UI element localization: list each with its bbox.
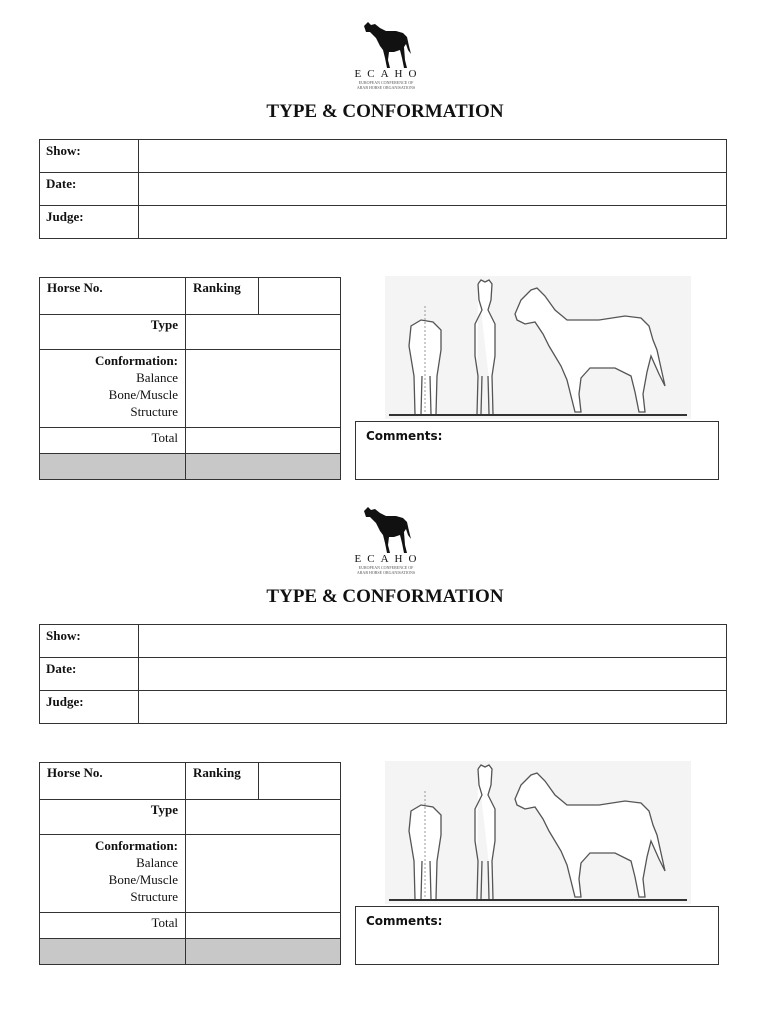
date-field[interactable] — [139, 173, 727, 206]
comments-box[interactable] — [355, 906, 719, 965]
horse-diagram-icon — [385, 761, 691, 904]
horse-logo-icon — [358, 505, 414, 555]
total-label: Total — [40, 913, 186, 939]
comments-label: Comments: — [366, 914, 443, 928]
balance-label: Balance — [136, 370, 178, 385]
horse-views-illustration — [385, 276, 691, 419]
total-field[interactable] — [186, 913, 341, 939]
score-table — [39, 762, 341, 965]
form-1 — [0, 0, 770, 485]
conformation-label: Conformation: — [94, 838, 178, 853]
horse-views-illustration — [385, 761, 691, 904]
date-label: Date: — [40, 173, 139, 206]
logo-tagline: EUROPEAN CONFERENCE OF — [358, 565, 414, 570]
balance-label: Balance — [136, 855, 178, 870]
conformation-cell — [40, 835, 186, 913]
conformation-score-field[interactable] — [186, 350, 341, 428]
type-score-field[interactable] — [186, 800, 341, 835]
show-field[interactable] — [139, 625, 727, 658]
judge-label: Judge: — [40, 206, 139, 239]
info-table — [39, 624, 727, 724]
ecaho-logo — [345, 505, 427, 585]
horse-diagram-icon — [385, 276, 691, 419]
shaded-cell — [40, 454, 186, 480]
shaded-cell — [40, 939, 186, 965]
horse-logo-icon — [358, 20, 414, 70]
judge-field[interactable] — [139, 206, 727, 239]
ranking-field[interactable] — [259, 763, 341, 800]
type-label: Type — [40, 800, 186, 835]
conformation-score-field[interactable] — [186, 835, 341, 913]
judge-label: Judge: — [40, 691, 139, 724]
bone-muscle-label: Bone/Muscle — [108, 872, 178, 887]
form-2 — [0, 485, 770, 970]
conformation-cell — [40, 350, 186, 428]
total-field[interactable] — [186, 428, 341, 454]
type-score-field[interactable] — [186, 315, 341, 350]
bone-muscle-label: Bone/Muscle — [108, 387, 178, 402]
shaded-cell — [186, 454, 341, 480]
info-table — [39, 139, 727, 239]
judge-field[interactable] — [139, 691, 727, 724]
shaded-cell — [186, 939, 341, 965]
score-table — [39, 277, 341, 480]
logo-wordmark: ECAHO — [354, 553, 423, 565]
form-title: TYPE & CONFORMATION — [266, 101, 504, 122]
show-label: Show: — [40, 140, 139, 173]
ecaho-logo — [345, 20, 427, 100]
ranking-label: Ranking — [186, 763, 259, 800]
show-label: Show: — [40, 625, 139, 658]
horse-no-label: Horse No. — [40, 278, 186, 315]
type-label: Type — [40, 315, 186, 350]
total-label: Total — [40, 428, 186, 454]
ranking-label: Ranking — [186, 278, 259, 315]
comments-box[interactable] — [355, 421, 719, 480]
form-title: TYPE & CONFORMATION — [266, 586, 504, 607]
logo-tagline: EUROPEAN CONFERENCE OF — [358, 80, 414, 85]
logo-tagline: ARAB HORSE ORGANISATIONS — [356, 570, 416, 575]
show-field[interactable] — [139, 140, 727, 173]
comments-label: Comments: — [366, 429, 443, 443]
conformation-label: Conformation: — [94, 353, 178, 368]
logo-wordmark: ECAHO — [354, 68, 423, 80]
date-label: Date: — [40, 658, 139, 691]
ranking-field[interactable] — [259, 278, 341, 315]
structure-label: Structure — [130, 404, 178, 419]
logo-tagline: ARAB HORSE ORGANISATIONS — [356, 85, 416, 90]
horse-no-label: Horse No. — [40, 763, 186, 800]
structure-label: Structure — [130, 889, 178, 904]
date-field[interactable] — [139, 658, 727, 691]
